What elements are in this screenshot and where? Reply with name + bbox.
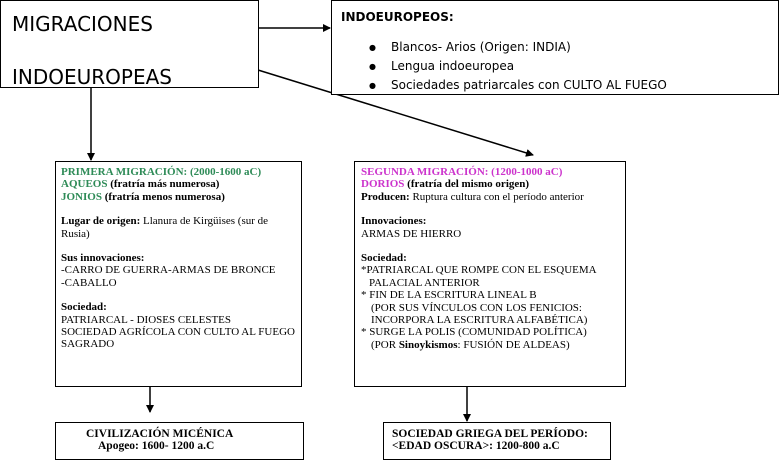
- innovation-item: -CARRO DE GUERRA-ARMAS DE BRONCE: [61, 264, 276, 277]
- second-migration-box: [354, 161, 626, 387]
- sinoykismos-term: Sinoykismos: [398, 338, 458, 351]
- jonios-note: (fratría menos numerosa): [101, 190, 225, 203]
- indoeuropeos-box: [331, 0, 779, 95]
- society-item: (POR SUS VÍNCULOS CON LOS FENICIOS:: [371, 301, 582, 314]
- society-item: (POR: [371, 338, 399, 351]
- society-item: : FUSIÓN DE ALDEAS): [457, 338, 570, 351]
- society-item: SOCIEDAD AGRÍCOLA CON CULTO AL FUEGO SAGRADO: [61, 326, 295, 351]
- innovations-label: Innovaciones:: [361, 215, 427, 228]
- jonios-label: JONIOS: [61, 190, 102, 203]
- aqueos-note: (fratría más numerosa): [107, 178, 220, 191]
- first-migration-title: PRIMERA MIGRACIÓN: (2000-1600 aC): [61, 166, 262, 178]
- innovation-item: ARMAS DE HIERRO: [361, 227, 462, 240]
- society-item: * FIN DE LA ESCRITURA LINEAL B: [361, 289, 537, 302]
- society-item: *PATRIARCAL QUE ROMPE CON EL ESQUEMA: [361, 264, 597, 277]
- title-line-1: MIGRACIONES: [12, 12, 153, 36]
- mycenaean-apogee: Apogeo: 1600- 1200 a.C: [98, 440, 215, 453]
- dorios-label: DORIOS: [361, 178, 405, 191]
- title-box: [0, 0, 259, 88]
- first-migration-box: [55, 161, 302, 387]
- list-item: ● Blancos- Arios (Origen: INDIA): [361, 38, 778, 57]
- dorios-note: (fratría del mismo origen): [404, 178, 530, 191]
- origin-text: Llanura de Kirgüises (sur de Rusia): [61, 215, 269, 240]
- mycenaean-title: CIVILIZACIÓN MICÉNICA: [86, 428, 234, 440]
- society-item: INCORPORA LA ESCRITURA ALFABÉTICA): [371, 314, 588, 327]
- indoeuropeos-list: [361, 38, 778, 95]
- produce-text: Ruptura cultura con el período anterior: [409, 190, 584, 203]
- origin-label: Lugar de origen:: [61, 215, 141, 228]
- society-item: PATRIARCAL - DIOSES CELESTES: [61, 313, 232, 326]
- society-item: * SURGE LA POLIS (COMUNIDAD POLÍTICA): [361, 326, 587, 339]
- society-item: PALACIAL ANTERIOR: [369, 276, 480, 289]
- innovation-item: -CABALLO: [61, 276, 117, 289]
- mycenaean-civilization-box: [55, 422, 304, 460]
- dark-age-title: SOCIEDAD GRIEGA DEL PERÍODO:: [392, 428, 588, 440]
- title-line-2: INDOEUROPEAS: [12, 65, 172, 88]
- society-label: Sociedad:: [361, 252, 407, 265]
- produce-label: Producen:: [361, 190, 410, 203]
- innovations-label: Sus innovaciones:: [61, 252, 145, 265]
- dark-age-box: [383, 422, 611, 460]
- dark-age-dates: <EDAD OSCURA>: 1200-800 a.C: [392, 440, 560, 453]
- aqueos-label: AQUEOS: [61, 178, 108, 191]
- second-migration-title: SEGUNDA MIGRACIÓN: (1200-1000 aC): [361, 166, 563, 178]
- society-label: Sociedad:: [61, 301, 107, 314]
- indoeuropeos-title: INDOEUROPEOS:: [341, 10, 454, 24]
- list-item: ● Sociedades patriarcales con CULTO AL FUEGO: [361, 76, 778, 95]
- list-item: ● Lengua indoeuropea: [361, 57, 778, 76]
